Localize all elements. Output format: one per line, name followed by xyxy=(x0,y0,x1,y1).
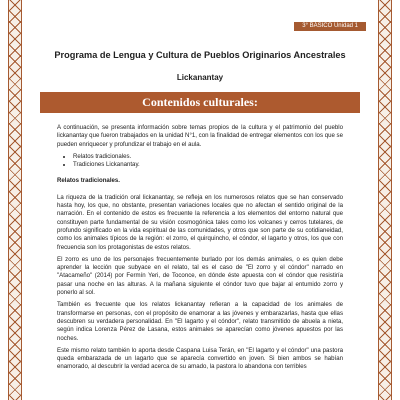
grade-unit-badge: 3° BÁSICO Unidad 1 xyxy=(294,22,366,31)
section-banner: Contenidos culturales: xyxy=(40,92,360,113)
topic-list xyxy=(57,153,343,170)
document-body xyxy=(57,124,343,376)
intro-paragraph: A continuación, se presenta información sobre temas propios de la cultura y el patrimonio del pueblo lickanantay que fueron trabajados en la unidad N°1, con la finalidad de entregar elementos con los que se pueden enriquecer y profundizar el trabajo en el aula. xyxy=(57,124,343,148)
decorative-border-right xyxy=(378,0,392,400)
paragraph: La riqueza de la tradición oral lickanantay, se refleja en los numerosos relatos que se han conservado hasta hoy, los que, no obstante, presentan variaciones locales que no afectan el sentido original de la narración. En el contenido de estos es frecuente la referencia a los elementos del entorno natural que constituyen parte fundamental de su visión cosmogónica tales como los volcanes y cerros tutelares, de profundo significado en la vida espiritual de las comunidades, y otros que son parte de su cotidianeidad, como los animales típicos de la región: el zorro, el quirquincho, el cóndor, el lagarto y otros, los que con frecuencia son los protagonistas de estos relatos. xyxy=(57,193,343,251)
paragraph: Este mismo relato también lo aporta desde Caspana Luisa Terán, en "El lagarto y el cóndor" una pastora queda embarazada de un lagarto que se aparecía convertido en joven. Si bien ambos se habían enamorado, al descubrir la verdad acerca de su amado, la pastora lo abandona con terribles xyxy=(57,346,343,371)
paragraph: El zorro es uno de los personajes frecuentemente burlado por los demás animales, o es quien debe aprender la lección que subyace en el relato, tal es el caso de "El zorro y el cóndor" narrado en "Atacameño" (2014) por Fermín Yeri, de Toconce, en dónde éste apuesta con el cóndor que resistiría pasar una noche en las alturas. A la mañana siguiente el cóndor tuvo que bajar al entumido zorro y ponerlo al sol. xyxy=(57,255,343,297)
list-item: • Relatos tradicionales. xyxy=(73,153,343,161)
section-heading: Relatos tradicionales. xyxy=(57,177,120,185)
decorative-border-left xyxy=(8,0,22,400)
page-title: Programa de Lengua y Cultura de Pueblos Originarios Ancestrales xyxy=(54,50,346,60)
page-subtitle: Lickanantay xyxy=(176,73,224,82)
list-item: • Tradiciones Lickanantay. xyxy=(73,161,343,169)
paragraph: También es frecuente que los relatos lickanantay refieran a la capacidad de los animales de transformarse en personas, con el propósito de enamorar a las jóvenes y embarazarlas, hasta que ellas descubren su verdadera personalidad. En "El lagarto y el cóndor", relato transmitido de abuela a nieta, según indica Lorenza Pérez de Lasana, estos animales se aparecían como jóvenes apuestos por las noches. xyxy=(57,301,343,342)
